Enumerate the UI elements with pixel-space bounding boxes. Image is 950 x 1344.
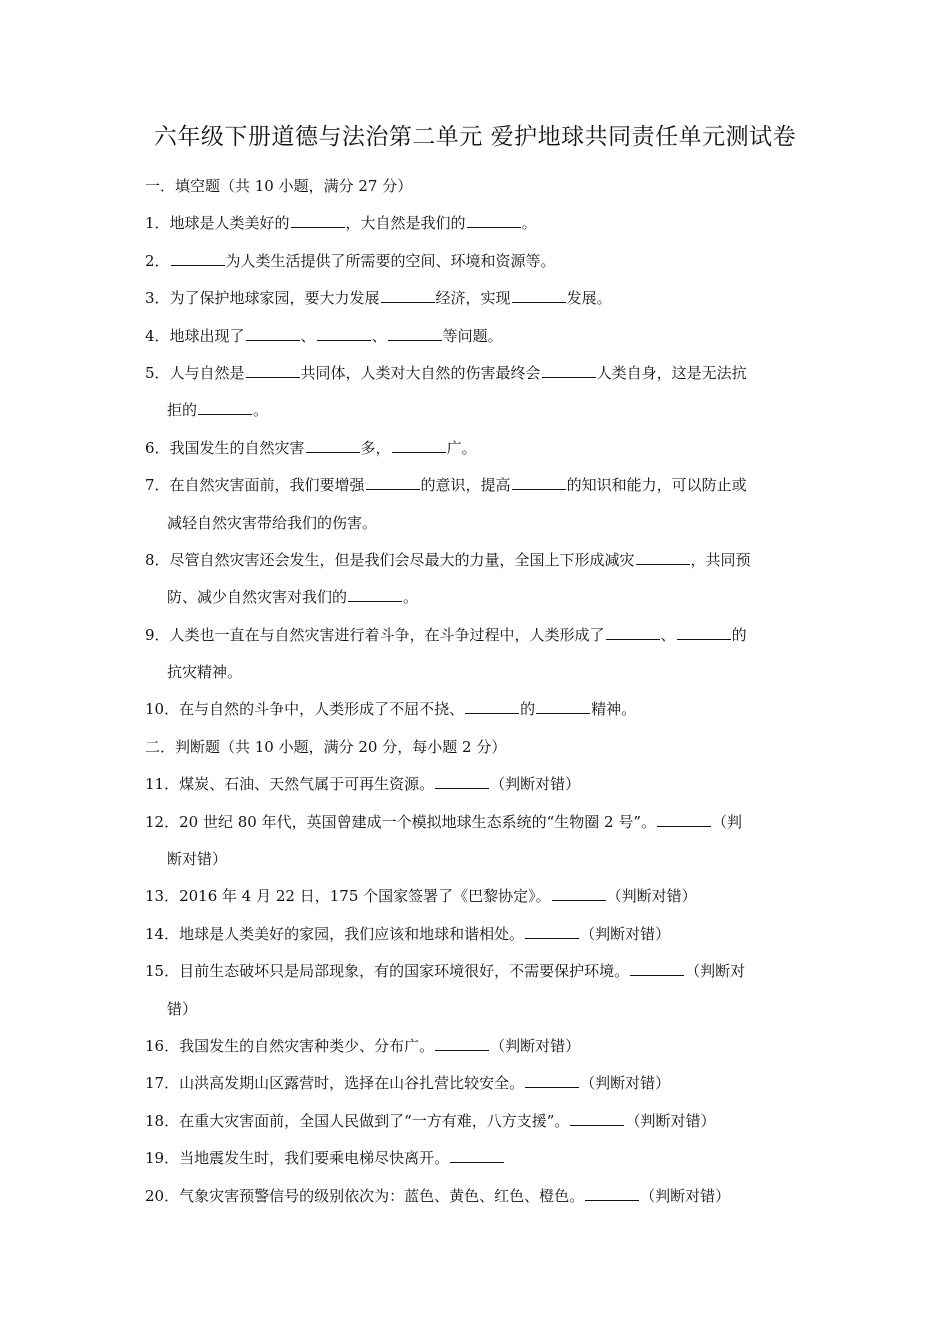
answer-blank[interactable]: [525, 1071, 579, 1088]
question-text: 多，: [360, 438, 391, 457]
question-line: [145, 209, 810, 246]
answer-blank[interactable]: [435, 772, 489, 789]
answer-blank[interactable]: [657, 810, 711, 827]
question-text: 6．我国发生的自然灾害: [145, 438, 305, 457]
question-text: （判断对错）: [625, 1111, 716, 1130]
question-text: 的: [731, 625, 747, 644]
question-text: 人类自身，这是无法抗: [596, 363, 747, 382]
question-text: 拒的: [167, 401, 198, 420]
answer-blank[interactable]: [388, 324, 442, 341]
question-line: [145, 471, 810, 508]
question-text: 减轻自然灾害带给我们的伤害。: [167, 513, 378, 532]
answer-blank[interactable]: [171, 249, 225, 266]
question-text: 8．尽管自然灾害还会发生，但是我们会尽最大的力量，全国上下形成减灾: [145, 550, 635, 569]
question-text: （判断对错）: [606, 887, 697, 906]
question-line: [145, 733, 810, 770]
question-text: 为人类生活提供了所需要的空间、环境和资源等。: [225, 251, 556, 270]
question-line: [145, 1107, 810, 1144]
question-text: 经济，实现: [435, 289, 511, 308]
question-list: [145, 172, 810, 1219]
answer-blank[interactable]: [585, 1184, 639, 1201]
question-text: 18．在重大灾害面前，全国人民做到了“一方有难，八方支援”。: [145, 1111, 570, 1130]
question-text: 、: [371, 326, 387, 345]
question-text: （判断对错）: [580, 924, 671, 943]
question-line: [145, 396, 810, 433]
question-text: 防、减少自然灾害对我们的: [167, 588, 348, 607]
question-line: [145, 770, 810, 807]
question-line: [145, 621, 810, 658]
question-text: （判断对错）: [580, 1074, 671, 1093]
answer-blank[interactable]: [435, 1034, 489, 1051]
question-text: 19．当地震发生时，我们要乘电梯尽快离开。: [145, 1149, 450, 1168]
answer-blank[interactable]: [366, 473, 420, 490]
question-text: 20．气象灾害预警信号的级别依次为：蓝色、黄色、红色、橙色。: [145, 1186, 585, 1205]
question-text: 一．填空题（共 10 小题，满分 27 分）: [145, 177, 413, 195]
question-text: 共同体，人类对大自然的伤害最终会: [300, 363, 541, 382]
question-text: 发展。: [566, 289, 612, 308]
answer-blank[interactable]: [465, 697, 519, 714]
question-line: [145, 509, 810, 546]
question-line: [145, 1182, 810, 1219]
question-text: 、: [300, 326, 316, 345]
question-text: 等问题。: [442, 326, 503, 345]
answer-blank[interactable]: [536, 697, 590, 714]
question-text: （判断对: [685, 962, 746, 981]
answer-blank[interactable]: [525, 922, 579, 939]
question-text: ，大自然是我们的: [345, 214, 466, 233]
question-text: 4．地球出现了: [145, 326, 245, 345]
question-text: （判断对错）: [490, 1036, 581, 1055]
question-text: 10．在与自然的斗争中，人类形成了不屈不挠、: [145, 700, 465, 719]
question-text: 广。: [446, 438, 477, 457]
question-text: 3．为了保护地球家园，要大力发展: [145, 289, 380, 308]
question-line: [145, 658, 810, 695]
question-line: [145, 172, 810, 209]
question-line: [145, 1144, 810, 1181]
question-text: 15．目前生态破坏只是局部现象，有的国家环境很好，不需要保护环境。: [145, 962, 630, 981]
question-text: 11．煤炭、石油、天然气属于可再生资源。: [145, 775, 435, 794]
question-text: 的: [520, 700, 536, 719]
answer-blank[interactable]: [450, 1146, 504, 1163]
answer-blank[interactable]: [467, 211, 521, 228]
answer-blank[interactable]: [246, 361, 300, 378]
question-text: 9．人类也一直在与自然灾害进行着斗争，在斗争过程中，人类形成了: [145, 625, 605, 644]
question-line: [145, 322, 810, 359]
question-text: 17．山洪高发期山区露营时，选择在山谷扎营比较安全。: [145, 1074, 525, 1093]
question-line: [145, 546, 810, 583]
question-text: 精神。: [591, 700, 637, 719]
answer-blank[interactable]: [552, 884, 606, 901]
question-text: 。: [403, 588, 419, 607]
question-line: [145, 284, 810, 321]
question-text: （判断对错）: [640, 1186, 731, 1205]
question-text: 7．在自然灾害面前，我们要增强: [145, 476, 365, 495]
question-line: [145, 359, 810, 396]
question-text: 5．人与自然是: [145, 363, 245, 382]
question-text: 2．: [145, 251, 170, 270]
answer-blank[interactable]: [630, 959, 684, 976]
question-line: [145, 845, 810, 882]
question-text: 1．地球是人类美好的: [145, 214, 290, 233]
answer-blank[interactable]: [381, 286, 435, 303]
question-line: [145, 695, 810, 732]
question-text: 。: [253, 401, 269, 420]
answer-blank[interactable]: [570, 1109, 624, 1126]
answer-blank[interactable]: [542, 361, 596, 378]
question-text: 14．地球是人类美好的家园，我们应该和地球和谐相处。: [145, 924, 525, 943]
question-line: [145, 995, 810, 1032]
answer-blank[interactable]: [348, 585, 402, 602]
question-line: [145, 247, 810, 284]
question-line: [145, 434, 810, 471]
question-line: [145, 1069, 810, 1106]
question-text: 二．判断题（共 10 小题，满分 20 分，每小题 2 分）: [145, 737, 507, 756]
question-text: 抗灾精神。: [167, 663, 243, 682]
answer-blank[interactable]: [317, 324, 371, 341]
answer-blank[interactable]: [291, 211, 345, 228]
question-line: [145, 920, 810, 957]
question-text: 16．我国发生的自然灾害种类少、分布广。: [145, 1036, 435, 1055]
answer-blank[interactable]: [677, 623, 731, 640]
question-text: 错）: [167, 999, 198, 1018]
answer-blank[interactable]: [246, 324, 300, 341]
question-text: 的意识，提高: [420, 476, 511, 495]
question-line: [145, 808, 810, 845]
answer-blank[interactable]: [392, 436, 446, 453]
question-text: 。: [521, 214, 537, 233]
answer-blank[interactable]: [198, 398, 252, 415]
question-text: 的知识和能力，可以防止或: [566, 476, 747, 495]
question-line: [145, 882, 810, 919]
answer-blank[interactable]: [306, 436, 360, 453]
question-text: ，共同预: [690, 550, 751, 569]
question-text: 断对错）: [167, 850, 228, 869]
question-text: （判断对错）: [490, 775, 581, 794]
question-text: 12．20 世纪 80 年代，英国曾建成一个模拟地球生态系统的“生物圈 2 号”。: [145, 812, 656, 831]
question-text: （判: [711, 812, 742, 831]
answer-blank[interactable]: [512, 286, 566, 303]
question-text: 、: [660, 625, 676, 644]
question-line: [145, 583, 810, 620]
answer-blank[interactable]: [512, 473, 566, 490]
question-line: [145, 1032, 810, 1069]
question-line: [145, 957, 810, 994]
question-text: 13．2016 年 4 月 22 日，175 个国家签署了《巴黎协定》。: [145, 887, 551, 906]
page-title: 六年级下册道德与法治第二单元 爱护地球共同责任单元测试卷: [153, 124, 797, 150]
answer-blank[interactable]: [606, 623, 660, 640]
answer-blank[interactable]: [636, 548, 690, 565]
